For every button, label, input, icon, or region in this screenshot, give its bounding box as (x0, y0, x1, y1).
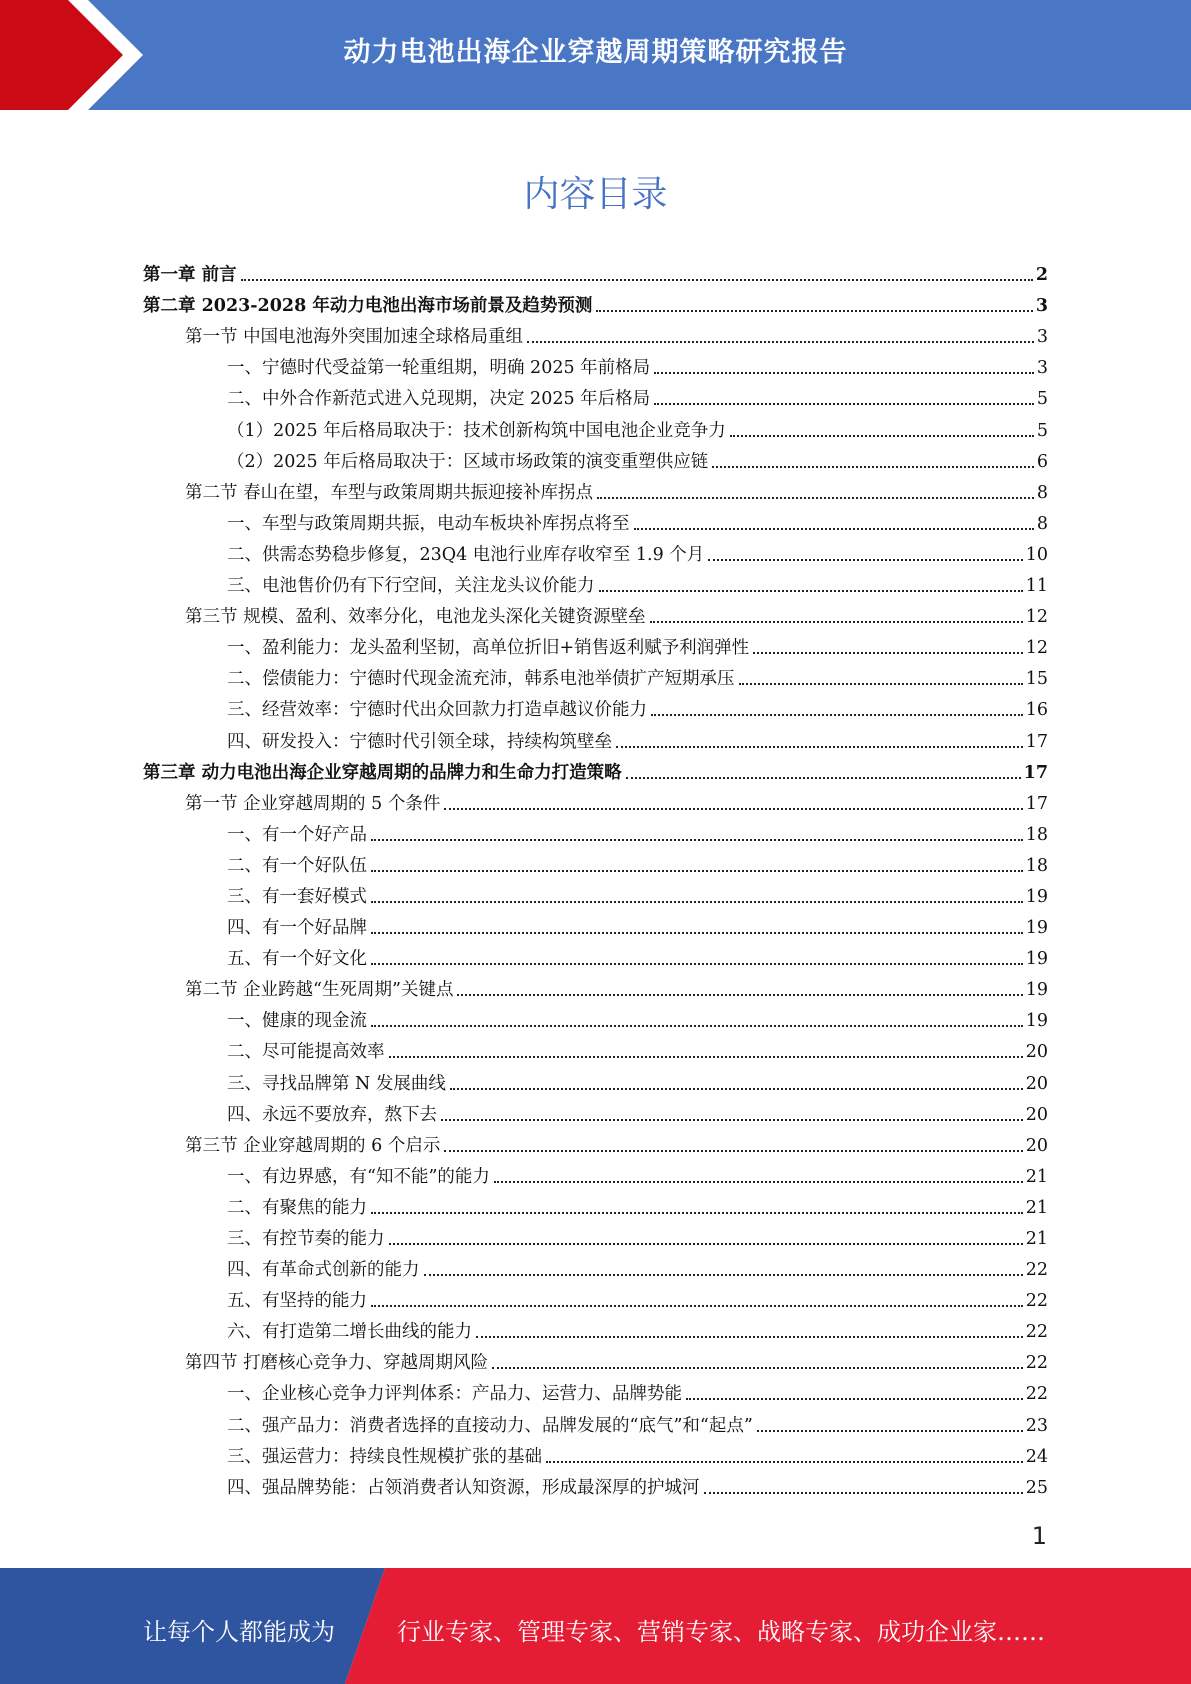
toc-entry-label: 一、宁德时代受益第一轮重组期，明确 2025 年前格局 (227, 358, 651, 379)
toc-dot-leader (371, 932, 1023, 934)
toc-entry-page: 6 (1036, 451, 1048, 472)
toc-entry-page: 8 (1036, 482, 1048, 503)
toc-entry-page: 15 (1025, 669, 1048, 690)
toc-entry-label: 第三章 动力电池出海企业穿越周期的品牌力和生命力打造策略 (143, 762, 622, 783)
toc-dot-leader (616, 746, 1023, 748)
toc-entry-page: 11 (1025, 576, 1048, 597)
toc-entry-page: 5 (1036, 420, 1048, 441)
toc-entry-page: 12 (1025, 638, 1048, 659)
toc-entry[interactable] (143, 1219, 1048, 1250)
toc-entry-label: 五、有一个好文化 (227, 949, 367, 970)
toc-entry[interactable] (143, 1374, 1048, 1405)
toc-entry-page: 22 (1025, 1353, 1048, 1374)
toc-dot-leader (753, 652, 1023, 654)
toc-dot-leader (371, 1305, 1023, 1307)
toc-entry-page: 19 (1025, 918, 1048, 939)
page-number: 1 (1031, 1522, 1047, 1550)
toc-entry-label: 一、有边界感，有“知不能”的能力 (227, 1166, 490, 1187)
toc-entry[interactable] (143, 410, 1048, 441)
toc-entry[interactable] (143, 659, 1048, 690)
toc-entry-page: 17 (1025, 793, 1048, 814)
toc-entry-label: 二、偿债能力：宁德时代现金流充沛，韩系电池举债扩产短期承压 (227, 669, 735, 690)
toc-entry-page: 3 (1036, 327, 1048, 348)
toc-dot-leader (597, 497, 1034, 499)
toc-entry-label: 第三节 规模、盈利、效率分化，电池龙头深化关键资源壁垒 (185, 607, 646, 628)
toc-dot-leader (371, 870, 1023, 872)
toc-entry-page: 8 (1036, 513, 1048, 534)
toc-entry-label: 第一节 中国电池海外突围加速全球格局重组 (185, 327, 524, 348)
toc-entry[interactable] (143, 908, 1048, 939)
toc-entry-label: 四、研发投入：宁德时代引领全球，持续构筑壁垒 (227, 731, 612, 752)
toc-entry-label: 二、供需态势稳步修复，23Q4 电池行业库存收窄至 1.9 个月 (227, 544, 705, 565)
toc-entry-page: 18 (1025, 824, 1048, 845)
toc-entry[interactable] (143, 1188, 1048, 1219)
toc-entry-page: 22 (1025, 1291, 1048, 1312)
toc-entry[interactable] (143, 597, 1048, 628)
toc-dot-leader (441, 1119, 1023, 1121)
toc-entry[interactable] (143, 535, 1048, 566)
toc-dot-leader (708, 559, 1022, 561)
toc-dot-leader (686, 1398, 1023, 1400)
toc-entry-label: 第二节 企业跨越“生死周期”关键点 (185, 980, 454, 1001)
toc-entry-page: 10 (1025, 544, 1048, 565)
toc-dot-leader (757, 1430, 1023, 1432)
toc-dot-leader (371, 1025, 1023, 1027)
footer-slogan-right: 行业专家、管理专家、营销专家、战略专家、成功企业家…… (397, 1618, 1045, 1646)
toc-entry[interactable] (143, 1437, 1048, 1468)
toc-dot-leader (739, 683, 1023, 685)
toc-entry-label: 四、有一个好品牌 (227, 918, 367, 939)
toc-dot-leader (492, 1367, 1023, 1369)
toc-dot-leader (444, 808, 1022, 810)
toc-entry-page: 22 (1025, 1322, 1048, 1343)
toc-entry-label: 三、强运营力：持续良性规模扩张的基础 (227, 1446, 542, 1467)
toc-entry-label: 二、有聚焦的能力 (227, 1197, 367, 1218)
toc-entry-label: （2）2025 年后格局取决于：区域市场政策的演变重塑供应链 (227, 451, 709, 472)
toc-dot-leader (650, 621, 1023, 623)
toc-entry-page: 25 (1025, 1477, 1048, 1498)
toc-dot-leader (596, 310, 1032, 312)
footer-slogan-left: 让每个人都能成为 (143, 1618, 335, 1646)
toc-entry[interactable] (143, 348, 1048, 379)
toc-dot-leader (389, 1243, 1023, 1245)
toc-entry-label: 一、健康的现金流 (227, 1011, 367, 1032)
toc-dot-leader (424, 1274, 1023, 1276)
toc-entry-page: 20 (1025, 1073, 1048, 1094)
toc-entry[interactable] (143, 473, 1048, 504)
toc-entry[interactable] (143, 815, 1048, 846)
toc-entry-page: 12 (1025, 607, 1048, 628)
toc-entry-label: 三、电池售价仍有下行空间，关注龙头议价能力 (227, 576, 595, 597)
toc-dot-leader (450, 1088, 1023, 1090)
toc-entry[interactable] (143, 784, 1048, 815)
toc-entry-label: 三、经营效率：宁德时代出众回款力打造卓越议价能力 (227, 700, 647, 721)
toc-entry-page: 5 (1036, 389, 1048, 410)
toc-dot-leader (389, 1056, 1023, 1058)
toc-dot-leader (371, 839, 1023, 841)
toc-entry[interactable] (143, 1343, 1048, 1374)
toc-dot-leader (444, 1150, 1022, 1152)
toc-entry-label: 第一节 企业穿越周期的 5 个条件 (185, 793, 441, 814)
toc-entry[interactable] (143, 753, 1048, 784)
toc-entry[interactable] (143, 1001, 1048, 1032)
toc-entry[interactable] (143, 1312, 1048, 1343)
toc-entry[interactable] (143, 1126, 1048, 1157)
toc-entry-label: 三、有控节奏的能力 (227, 1229, 385, 1249)
toc-entry-label: 五、有坚持的能力 (227, 1291, 367, 1312)
toc-entry-page: 23 (1025, 1415, 1048, 1436)
toc-dot-leader (626, 777, 1021, 779)
toc-entry[interactable] (143, 1405, 1048, 1436)
toc-entry-page: 20 (1025, 1135, 1048, 1156)
toc-entry[interactable] (143, 1281, 1048, 1312)
toc-entry-label: 三、有一套好模式 (227, 886, 367, 907)
toc-entry-page: 17 (1025, 731, 1048, 752)
toc-dot-leader (546, 1461, 1023, 1463)
toc-entry-label: 四、强品牌势能：占领消费者认知资源，形成最深厚的护城河 (227, 1477, 700, 1498)
report-header (0, 0, 1191, 110)
toc-entry-page: 20 (1025, 1104, 1048, 1125)
toc-dot-leader (654, 403, 1034, 405)
toc-entry[interactable] (143, 1250, 1048, 1281)
toc-entry[interactable] (143, 628, 1048, 659)
table-of-contents (143, 255, 1048, 1499)
toc-entry[interactable] (143, 286, 1048, 317)
report-title: 动力电池出海企业穿越周期策略研究报告 (343, 37, 848, 68)
footer-banner (0, 1568, 1191, 1684)
toc-entry-label: 三、寻找品牌第 N 发展曲线 (227, 1073, 446, 1094)
toc-entry[interactable] (143, 970, 1048, 1001)
toc-entry-label: 一、车型与政策周期共振，电动车板块补库拐点将至 (227, 513, 630, 534)
toc-entry[interactable] (143, 1468, 1048, 1499)
toc-entry-label: 二、尽可能提高效率 (227, 1042, 385, 1063)
toc-dot-leader (651, 714, 1023, 716)
toc-entry-page: 19 (1025, 1011, 1048, 1032)
toc-entry[interactable] (143, 721, 1048, 752)
toc-entry[interactable] (143, 1095, 1048, 1126)
toc-entry[interactable] (143, 1032, 1048, 1063)
toc-entry[interactable] (143, 504, 1048, 535)
toc-entry-page: 18 (1025, 855, 1048, 876)
toc-dot-leader (371, 1212, 1023, 1214)
toc-entry[interactable] (143, 939, 1048, 970)
toc-entry-label: 第四节 打磨核心竞争力、穿越周期风险 (185, 1353, 489, 1374)
toc-entry-label: 一、企业核心竞争力评判体系：产品力、运营力、品牌势能 (227, 1384, 682, 1405)
toc-dot-leader (241, 279, 1033, 281)
toc-entry-page: 3 (1035, 296, 1048, 317)
toc-entry[interactable] (143, 255, 1048, 286)
toc-entry-label: 第一章 前言 (143, 265, 237, 286)
toc-dot-leader (634, 528, 1034, 530)
toc-entry-label: 二、有一个好队伍 (227, 855, 367, 876)
toc-entry-page: 24 (1025, 1446, 1048, 1467)
toc-entry[interactable] (143, 846, 1048, 877)
toc-entry[interactable] (143, 1063, 1048, 1094)
toc-entry-page: 22 (1025, 1260, 1048, 1281)
toc-entry[interactable] (143, 317, 1048, 348)
toc-entry[interactable] (143, 566, 1048, 597)
toc-entry-page: 21 (1025, 1229, 1048, 1249)
toc-dot-leader (457, 994, 1022, 996)
toc-entry-page: 20 (1025, 1042, 1048, 1063)
toc-entry-label: 四、有革命式创新的能力 (227, 1260, 420, 1281)
toc-entry-page: 19 (1025, 980, 1048, 1001)
toc-entry-page: 3 (1036, 358, 1048, 379)
toc-entry-page: 19 (1025, 886, 1048, 907)
toc-entry-label: 一、盈利能力：龙头盈利坚韧，高单位折旧+销售返利赋予利润弹性 (227, 638, 750, 659)
toc-entry-page: 21 (1025, 1166, 1048, 1187)
toc-entry-label: 六、有打造第二增长曲线的能力 (227, 1322, 472, 1343)
toc-entry-page: 2 (1035, 265, 1048, 286)
toc-dot-leader (704, 1492, 1023, 1494)
toc-entry-page: 19 (1025, 949, 1048, 970)
toc-entry-label: 二、强产品力：消费者选择的直接动力、品牌发展的“底气”和“起点” (227, 1415, 753, 1436)
toc-entry-label: 第二章 2023-2028 年动力电池出海市场前景及趋势预测 (143, 296, 593, 317)
toc-dot-leader (599, 590, 1023, 592)
toc-entry-label: （1）2025 年后格局取决于：技术创新构筑中国电池企业竞争力 (227, 420, 726, 441)
toc-dot-leader (494, 1181, 1023, 1183)
toc-entry-page: 16 (1025, 700, 1048, 721)
toc-entry-label: 一、有一个好产品 (227, 824, 367, 845)
toc-entry-label: 第三节 企业穿越周期的 6 个启示 (185, 1135, 441, 1156)
toc-entry[interactable] (143, 690, 1048, 721)
toc-dot-leader (527, 341, 1034, 343)
toc-entry-label: 二、中外合作新范式进入兑现期，决定 2025 年后格局 (227, 389, 651, 410)
toc-dot-leader (476, 1336, 1023, 1338)
toc-dot-leader (654, 372, 1034, 374)
toc-entry-page: 21 (1025, 1197, 1048, 1218)
toc-entry-label: 四、永远不要放弃，熬下去 (227, 1104, 437, 1125)
toc-entry-page: 17 (1023, 762, 1048, 783)
toc-entry[interactable] (143, 877, 1048, 908)
toc-dot-leader (730, 435, 1034, 437)
toc-entry[interactable] (143, 379, 1048, 410)
toc-entry-label: 第二节 春山在望，车型与政策周期共振迎接补库拐点 (185, 482, 594, 503)
toc-entry[interactable] (143, 442, 1048, 473)
toc-entry[interactable] (143, 1157, 1048, 1188)
toc-heading: 内容目录 (523, 174, 668, 215)
toc-dot-leader (712, 466, 1034, 468)
toc-dot-leader (371, 963, 1023, 965)
toc-entry-page: 22 (1025, 1384, 1048, 1405)
toc-dot-leader (371, 901, 1023, 903)
